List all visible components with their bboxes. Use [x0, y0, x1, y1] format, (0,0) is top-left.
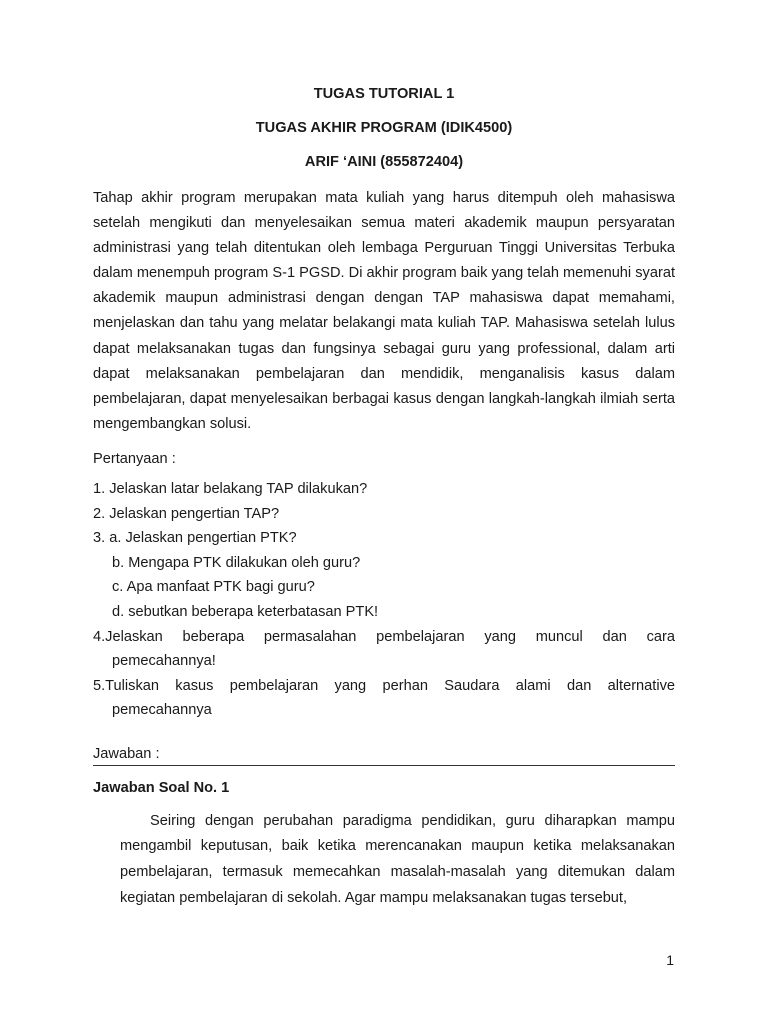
intro-paragraph: Tahap akhir program merupakan mata kuliah yang harus ditempuh oleh mahasiswa setelah mengikuti dan menyelesaikan semua materi akademik maupun persyaratan administrasi yang telah ditentukan oleh lembaga Perguruan Tinggi Universitas Terbuka dalam menempuh program S-1 PGSD. Di akhir program baik yang telah memenuhi syarat akademik maupun administrasi dengan dengan TAP mahasiswa dapat memahami, menjelaskan dan tahu yang melatar belakangi mata kuliah TAP. Mahasiswa setelah lulus dapat melaksanakan tugas dan fungsinya sebagai guru yang professional, dalam arti dapat melaksanakan pembelajaran dan mendidik, menganalisis kasus dalam pembelajaran, dapat menyelesaikan berbagai kasus dengan langkah-langkah ilmiah serta mengembangkan solusi.: [93, 190, 675, 432]
question-3d: d. sebutkan beberapa keterbatasan PTK!: [112, 603, 379, 620]
page-number: 1: [666, 952, 674, 968]
question-2: 2. Jelaskan pengertian TAP?: [93, 505, 280, 522]
question-5-line-2: pemecahannya: [112, 702, 212, 719]
answers-label: Jawaban :: [93, 745, 160, 762]
question-list: [93, 477, 675, 723]
answers-divider: [93, 765, 675, 766]
questions-label: Pertanyaan :: [93, 450, 176, 467]
question-3a: 3. a. Jelaskan pengertian PTK?: [93, 530, 297, 547]
question-1: 1. Jelaskan latar belakang TAP dilakukan?: [93, 480, 368, 497]
student-name: ARIF ‘AINI (855872404): [304, 154, 464, 170]
question-3c: c. Apa manfaat PTK bagi guru?: [112, 579, 315, 596]
answer-1-title: Jawaban Soal No. 1: [93, 779, 230, 796]
answer-1-body: Seiring dengan perubahan paradigma pendidikan, guru diharapkan mampu mengambil keputusan, baik ketika merencanakan maupun ketika melaksanakan pembelajaran, termasuk memecahkan masalah-masalah yang ditemukan dalam kegiatan pembelajaran di sekolah. Agar mampu melaksanakan tugas tersebut,: [120, 812, 675, 906]
question-4-line-1: 4.Jelaskan beberapa permasalahan pembelajaran yang muncul dan cara: [93, 628, 675, 645]
course-title: TUGAS AKHIR PROGRAM (IDIK4500): [255, 120, 513, 136]
document-title: TUGAS TUTORIAL 1: [313, 86, 455, 102]
question-5-line-1: 5.Tuliskan kasus pembelajaran yang perhan Saudara alami dan alternative: [93, 677, 675, 694]
question-3b: b. Mengapa PTK dilakukan oleh guru?: [112, 554, 361, 571]
question-4-line-2: pemecahannya!: [112, 653, 216, 670]
